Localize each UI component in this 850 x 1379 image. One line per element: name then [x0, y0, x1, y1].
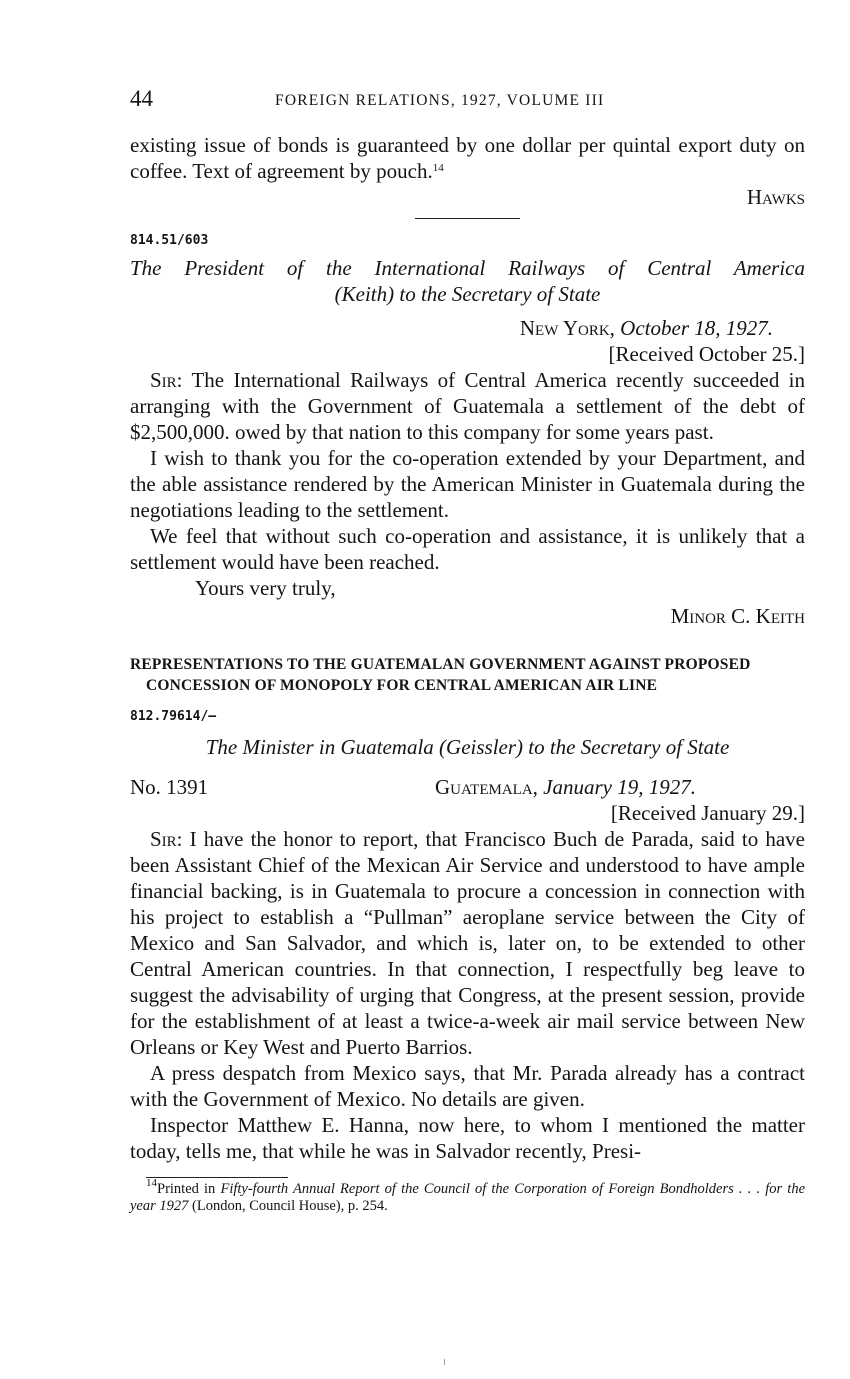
closing: Yours very truly, [195, 576, 336, 600]
signature-hawks: Hawks [746, 185, 805, 209]
doc1-paragraph-1: Sir: The International Railways of Central America recently succeeded in arranging with the Government of Guatemala a settlement of the debt of $2,500,000. owed by that nation to this company for some years past. [130, 368, 805, 444]
document-caption-1: The President of the International Railways of Central America [130, 256, 805, 280]
received-2: [Received January 29.] [610, 801, 805, 825]
document-page [130, 86, 805, 1215]
doc2-paragraph-1: Sir: I have the honor to report, that Francisco Buch de Parada, said to have been Assistant Chief of the Mexican Air Service and understood to have ample financial backing, is in Guatemala to procure a concession in connection with his project to establish a “Pullman” aeroplane service between the City of Mexico and San Salvador, and which is, later on, to be extended to other Central American countries. In that connection, I respectfully beg leave to suggest the advisability of urging that Congress, at the present session, provide for the establishment of at least a twice-a-week air mail service between New Orleans or Key West and Puerto Barrios. [130, 827, 806, 1059]
received-1: [Received October 25.] [608, 342, 805, 366]
footnote-14: $^{14}$Printed in Fifty-fourth Annual Report of the Council of the Corporation of Foreign Bondholders . . . for the year 1927 (London, Council House), p. 254. [130, 1177, 806, 1214]
signature-keith: Minor C. Keith [670, 604, 805, 628]
document-caption-1-line2: (Keith) to the Secretary of State [334, 282, 601, 306]
footnote-ref: 14 [432, 162, 444, 174]
document-caption-2: The Minister in Guatemala (Geissler) to the Secretary of State [205, 735, 730, 759]
doc1-paragraph-2: I wish to thank you for the co-operation extended by your Department, and the able assistance rendered by the American Minister in Guatemala during the negotiations leading to the settlement. [130, 446, 805, 522]
running-title: FOREIGN RELATIONS, 1927, VOLUME III [275, 92, 605, 109]
doc2-paragraph-3: Inspector Matthew E. Hanna, now here, to whom I mentioned the matter today, tells me, that while he was in Salvador recently, Presi- [130, 1113, 805, 1163]
continuation-paragraph: existing issue of bonds is guaranteed by one dollar per quintal export duty on coffee. Text of agreement by pouch.$^{14}$ [130, 133, 805, 183]
page-number: 44 [130, 86, 153, 111]
file-number-2: 812.79614/– [130, 709, 217, 724]
dateline-1: New York, October 18, 1927. [519, 316, 773, 340]
despatch-date: Guatemala, January 19, 1927. [435, 775, 696, 799]
dateline-2 [130, 774, 805, 800]
despatch-number: No. 1391 [130, 775, 209, 799]
file-number-1: 814.51/603 [130, 233, 209, 248]
doc2-paragraph-2: A press despatch from Mexico says, that Mr. Parada already has a contract with the Government of Mexico. No details are given. [130, 1061, 805, 1111]
running-header [130, 86, 805, 116]
doc1-paragraph-3: We feel that without such co-operation and assistance, it is unlikely that a settlement would have been reached. [130, 524, 805, 574]
page-mark [444, 1359, 445, 1365]
section-heading: REPRESENTATIONS TO THE GUATEMALAN GOVERNMENT AGAINST PROPOSED CONCESSION OF MONOPOLY FOR CENTRAL AMERICAN AIR LINE [130, 656, 751, 694]
